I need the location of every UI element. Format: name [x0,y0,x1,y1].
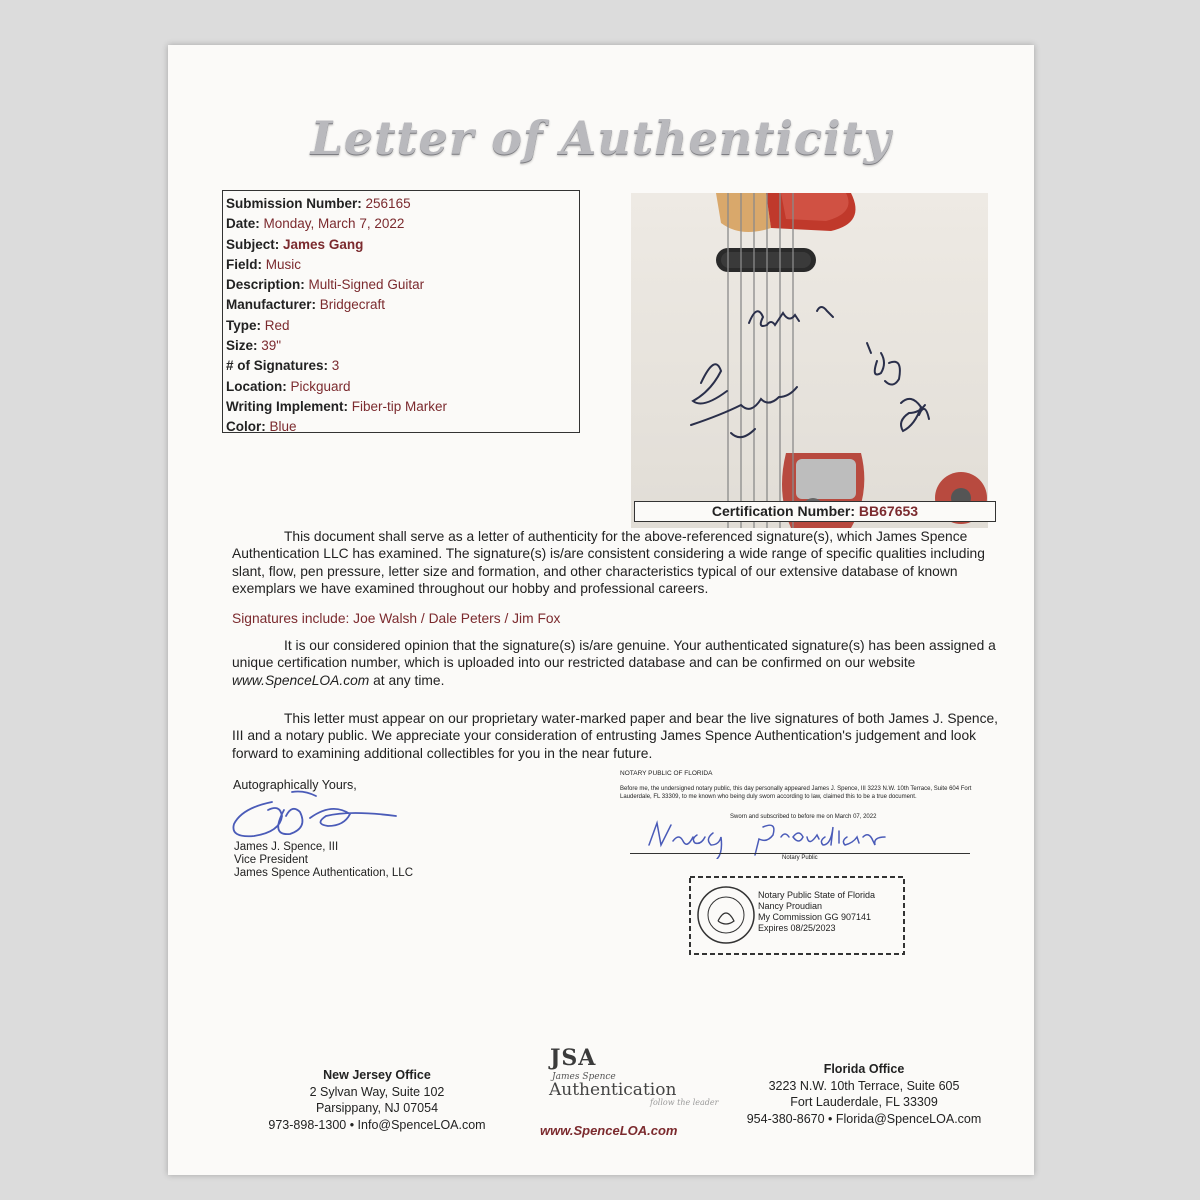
notary-public-label: Notary Public [782,855,818,861]
jsa-logo-sub: James Spence [552,1072,616,1082]
field-row [226,417,579,437]
letter-paper [168,45,1034,1175]
stamp-line-3: My Commission GG 907141 [758,912,872,922]
jsa-website[interactable]: www.SpenceLOA.com [540,1123,678,1138]
certification-number-box [634,501,996,522]
nj-office-address-1: 2 Sylvan Way, Suite 102 [309,1084,445,1099]
field-row [226,295,579,315]
fl-office-contact: 954-380-8670 • Florida@SpenceLOA.com [746,1111,982,1126]
notary-statement: Before me, the undersigned notary public, this day personally appeared James J. Spence, III 3223 N.W. 10th Terrace, Suite 604 Fort Lauderdale, FL 33309, to me known who being duly sworn according to law, claimed this to be a true document. [620,786,972,800]
notary-stamp-text [758,890,875,934]
field-value: Bridgecraft [319,297,386,313]
field-label: Writing Implement: [226,398,349,414]
field-value: 39" [261,338,282,354]
certification-number: BB67653 [858,503,919,519]
stamp-line-4: Expires 08/25/2023 [758,923,836,933]
guitar-photo [631,193,988,528]
opinion-text-end: at any time. [369,672,445,688]
jsa-logo-tagline: follow the leader [650,1098,719,1107]
field-value: Pickguard [290,378,351,394]
field-value: Red [264,317,290,333]
field-label: Description: [226,277,305,293]
closing-text: Autographically Yours, [233,778,357,792]
field-row [226,255,579,275]
field-label: Date: [226,216,260,232]
field-label: Size: [226,338,258,354]
fl-office-address-1: 3223 N.W. 10th Terrace, Suite 605 [768,1078,960,1093]
nj-office-contact: 973-898-1300 • Info@SpenceLOA.com [268,1117,486,1132]
field-row [226,316,579,336]
field-value: Fiber-tip Marker [351,398,448,414]
notary-sworn: Sworn and subscribed to before me on March 07, 2022 [730,814,877,820]
nj-office-address-2: Parsippany, NJ 07054 [315,1101,439,1115]
field-label: Manufacturer: [226,297,317,313]
fl-office [714,1061,1014,1127]
nj-office-heading: New Jersey Office [323,1068,431,1082]
jsa-logo-letters: JSA [550,1045,597,1071]
field-row [226,377,579,397]
field-value: 3 [331,358,340,374]
field-row [226,275,579,295]
spence-signature [232,790,412,845]
page-title: Letter of Authenticity [310,111,892,165]
nj-office [238,1067,516,1133]
field-label: Submission Number: [226,196,362,211]
field-label: Subject: [226,236,280,252]
paragraph-opinion [232,637,1002,689]
field-label: # of Signatures: [226,358,329,374]
signatures-include: Signatures include: Joe Walsh / Dale Peters / Jim Fox [232,611,561,626]
jsa-logo-name: Authentication [549,1080,677,1100]
notary-heading: NOTARY PUBLIC OF FLORIDA [620,770,713,777]
field-row [226,356,579,376]
fl-office-heading: Florida Office [823,1062,905,1076]
stamp-line-2: Nancy Proudian [758,901,823,911]
certification-label: Certification Number: [711,503,856,519]
field-row [226,336,579,356]
field-label: Field: [226,256,262,272]
signer-name: James J. Spence, III [234,841,339,853]
opinion-text: It is our considered opinion that the signature(s) is/are genuine. Your authenticated signature(s) has been assigned a unique certification number, which is uploaded into our restricted database and can be confirmed on our website [232,638,996,671]
signer-title: Vice President [234,854,308,866]
website-link[interactable]: www.SpenceLOA.com [232,672,370,688]
paragraph-authenticity: This document shall serve as a letter of authenticity for the above-referenced signature(s), which James Spence Authentication LLC has examined. The signature(s) is/are consistent considering a wide range of specific qualities including slant, flow, pen pressure, letter size and formation, and other characteristics typical of our extensive database of known exemplars we have examined throughout our hobby and professional careers. [232,529,985,596]
field-value: Blue [269,419,297,435]
paragraph-watermark: This letter must appear on our proprietary water-marked paper and bear the live signatures of both James J. Spence, III and a notary public. We appreciate your consideration of entrusting James Spence Authentication's judgement and look forward to examining additional collectibles for you in the near future. [232,711,998,761]
field-row [226,397,579,417]
signer-company: James Spence Authentication, LLC [234,867,414,879]
field-label: Color: [226,419,266,435]
stamp-line-1: Notary Public State of Florida [758,890,876,900]
field-value: 256165 [365,196,411,211]
fl-office-address-2: Fort Lauderdale, FL 33309 [790,1095,938,1109]
field-label: Type: [226,317,262,333]
submission-details-box [222,190,580,433]
field-value: James Gang [283,236,364,252]
field-value: Monday, March 7, 2022 [263,216,405,232]
field-row [226,214,579,234]
field-row [226,194,579,214]
field-label: Location: [226,378,287,394]
notary-signature-line [630,853,970,854]
field-value: Multi-Signed Guitar [308,277,425,293]
field-value: Music [265,256,302,272]
field-row [226,235,579,255]
guitar-image [631,193,988,528]
signer-block [234,841,413,880]
